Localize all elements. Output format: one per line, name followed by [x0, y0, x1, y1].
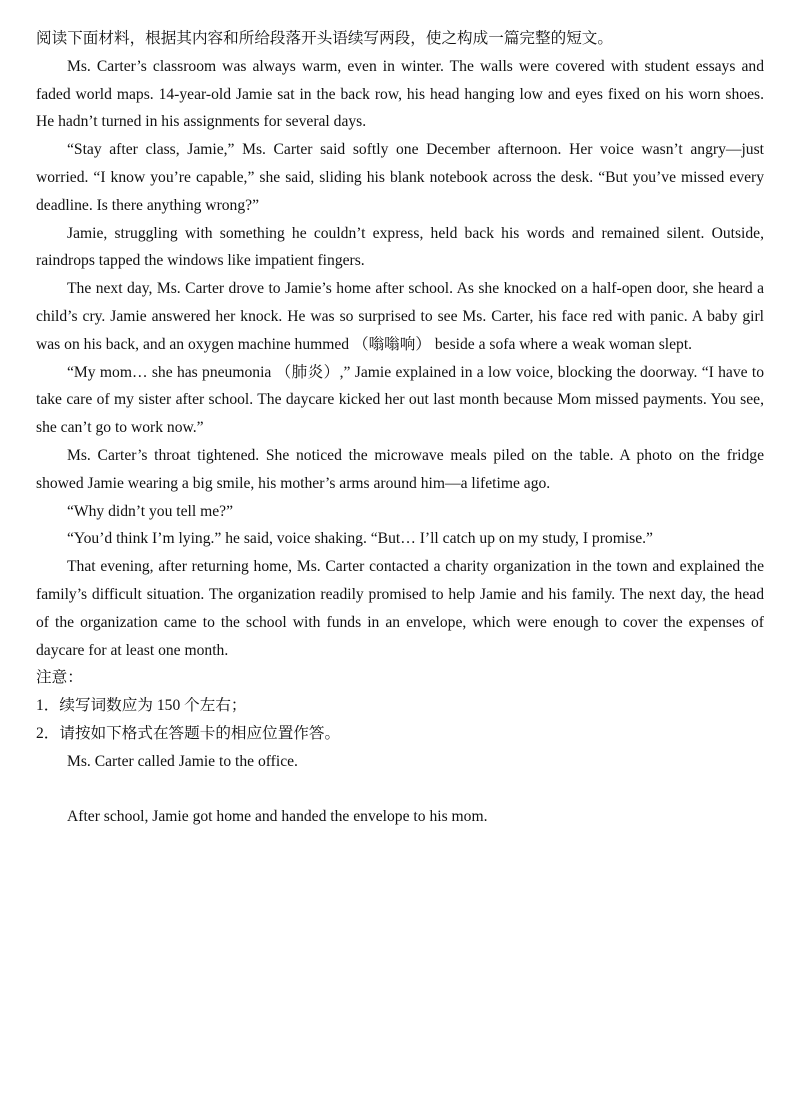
story-paragraph: “Why didn’t you tell me?”	[67, 502, 233, 520]
story-paragraph: Ms. Carter’s classroom was always warm, even in winter. The walls were covered with student essays and faded world maps. 14-year-old Jamie sat in the back row, his head hanging low and eyes fixed on his worn shoes. He hadn’t turned in his assignments for several days.	[36, 57, 764, 131]
note-item: 1．续写词数应为 150 个左右；	[36, 697, 247, 715]
story-paragraph: “My mom… she has pneumonia （肺炎）,” Jamie explained in a low voice, blocking the doorway. “I have to take care of my sister after school. The daycare kicked her out last month because Mom missed payments. You see, she can’t go to work now.”	[36, 363, 764, 437]
prompt-paragraph-2: After school, Jamie got home and handed the envelope to his mom.	[67, 808, 488, 826]
task-instruction: 阅读下面材料，根据其内容和所给段落开头语续写两段，使之构成一篇完整的短文。	[36, 30, 613, 47]
story-paragraph: The next day, Ms. Carter drove to Jamie’s home after school. As she knocked on a half-open door, she heard a child’s cry. Jamie answered her knock. He was so surprised to see Ms. Carter, his face red with panic. A baby girl was on his back, and an oxygen machine hummed （嗡嗡响） beside a sofa where a weak woman slept.	[36, 280, 764, 353]
prompt-paragraph-1: Ms. Carter called Jamie to the office.	[67, 752, 298, 770]
story-paragraph: “Stay after class, Jamie,” Ms. Carter said softly one December afternoon. Her voice wasn’t angry—just worried. “I know you’re capable,” she said, sliding his blank notebook across the desk. “But you’ve missed every deadline. Is there anything wrong?”	[36, 141, 764, 214]
notes-heading: 注意：	[36, 669, 83, 687]
story-paragraph: “You’d think I’m lying.” he said, voice shaking. “But… I’ll catch up on my study, I promise.”	[67, 530, 653, 548]
note-item: 2．请按如下格式在答题卡的相应位置作答。	[36, 724, 341, 742]
story-paragraph: Ms. Carter’s throat tightened. She noticed the microwave meals piled on the table. A photo on the fridge showed Jamie wearing a big smile, his mother’s arms around him—a lifetime ago.	[36, 446, 764, 492]
continuation-prompts	[36, 748, 764, 831]
writing-space	[36, 776, 764, 804]
story-paragraph: That evening, after returning home, Ms. Carter contacted a charity organization in the town and explained the family’s difficult situation. The organization readily promised to help Jamie and his family. The next day, the head of the organization came to the school with funds in an envelope, which were enough to cover the expenses of daycare for at least one month.	[36, 558, 764, 659]
story-paragraph: Jamie, struggling with something he couldn’t express, held back his words and remained silent. Outside, raindrops tapped the windows like impatient fingers.	[36, 224, 764, 270]
story-passage	[36, 53, 764, 665]
notes-section	[36, 664, 764, 747]
